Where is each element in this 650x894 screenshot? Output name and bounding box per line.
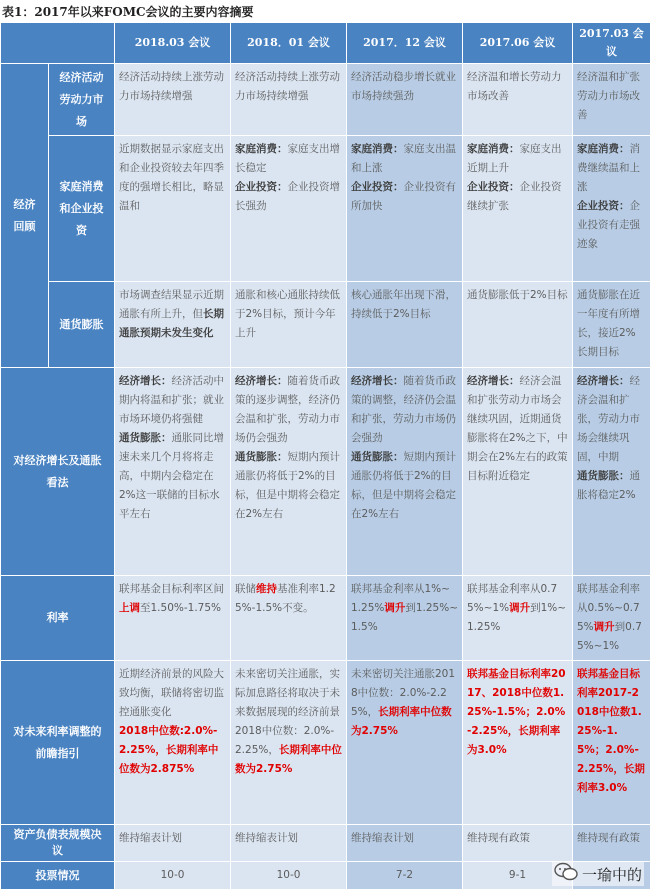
cell-text: 2018中位数：2.0%-2.25%，	[235, 725, 335, 756]
cell-keyword: 企业投资：	[235, 181, 288, 193]
cell-highlight: 调升	[384, 602, 406, 614]
sub-label-consumption: 家庭消费和企业投资	[49, 136, 115, 282]
cell-keyword: 家庭消费：	[467, 143, 520, 155]
cell: 维持现有政策	[463, 825, 573, 862]
cell-text: 消费继续温和上涨	[577, 143, 640, 193]
cell-text: 联邦基金利率从0.5%~0.75%	[577, 583, 640, 633]
cell-keyword: 通货膨胀：	[119, 432, 172, 444]
cell-highlight: 调升	[593, 621, 615, 633]
group-label-vote: 投票情况	[1, 862, 115, 890]
cell-text: 经济会温和扩张，劳动力市场会继续巩固，中期	[577, 375, 640, 463]
cell-highlight: 长期利率中位数为2.75%	[351, 706, 452, 737]
cell	[231, 576, 347, 661]
group-label-economy: 经济回顾	[1, 64, 49, 368]
cell-text: 通胀将稳定2%	[577, 470, 640, 501]
row-rate	[1, 576, 650, 661]
cell-text: 企业投资继续扩张	[467, 181, 562, 212]
cell-keyword: 家庭消费：	[351, 143, 404, 155]
cell-text: 到0.75%~1%	[577, 621, 642, 652]
header-row	[1, 23, 650, 64]
cell	[115, 661, 231, 825]
cell-keyword: 企业投资：	[577, 200, 630, 212]
cell-text: 未来密切关注通胀，实际加息路径将取决于未来数据展现的经济前景	[235, 668, 340, 718]
fomc-summary-table	[0, 22, 650, 890]
group-label-balance: 资产负债表规模决议	[1, 825, 115, 862]
cell-highlight: 维持	[256, 583, 277, 595]
cell: 维持缩表计划	[231, 825, 347, 862]
watermark-text: 一瑜中的	[581, 865, 642, 884]
cell	[115, 368, 231, 576]
cell	[347, 136, 463, 282]
cell-keyword: 通货膨胀：	[235, 451, 288, 463]
cell	[347, 661, 463, 825]
col-header-2017-03: 2017.03 会议	[573, 23, 650, 64]
cell: 经济活动持续上涨劳动力市场持续增强	[115, 64, 231, 136]
row-inflation	[1, 282, 650, 368]
cell-highlight: 2018中位数:2.0%-2.25%，长期利率中位数为2.875%	[119, 725, 219, 775]
cell-keyword: 家庭消费：	[235, 143, 288, 155]
cell-keyword: 经济增长：	[577, 375, 630, 387]
cell-keyword: 经济增长：	[119, 375, 172, 387]
cell	[231, 136, 347, 282]
cell: 7-2	[347, 862, 463, 890]
cell	[115, 282, 231, 368]
cell: 核心通胀年出现下滑，持续低于2%目标	[347, 282, 463, 368]
cell-text: 联邦基金利率从1%~1.25%	[351, 583, 450, 614]
cell: 经济温和扩张劳动力市场改善	[573, 64, 650, 136]
cell-text: 经济会温和扩张劳动力市场会继续巩固，近期通货膨胀将在2%之下，中期会在2%左右的政策目标附近稳定	[467, 375, 568, 482]
cell-keyword: 企业投资：	[467, 181, 520, 193]
cell-keyword: 长期通胀预期未发生变化	[119, 308, 224, 339]
col-header-2018-03: 2018.03 会议	[115, 23, 231, 64]
cell	[463, 368, 573, 576]
col-header-2017-12: 2017．12 会议	[347, 23, 463, 64]
cell	[231, 661, 347, 825]
cell: 经济温和增长劳动力市场改善	[463, 64, 573, 136]
cell	[573, 661, 650, 825]
cell-keyword: 经济增长：	[351, 375, 404, 387]
cell-text: 近期经济前景的风险大致均衡，联储将密切监控通胀变化	[119, 668, 224, 718]
cell-text: 通胀同比增速未来几个月将将走高，中期内会稳定在2%这一联储的目标水平左右	[119, 432, 224, 520]
cell: 维持缩表计划	[115, 825, 231, 862]
cell-text: 家庭支出增长稳定	[235, 143, 340, 174]
cell-text: 至1.50%-1.75%	[140, 602, 222, 614]
cell-keyword: 通货膨胀：	[351, 451, 404, 463]
cell	[573, 368, 650, 576]
cell: 通货膨胀在近一年度有所增长，接近2%长期目标	[573, 282, 650, 368]
cell	[463, 576, 573, 661]
cell-highlight: 长期利率中位数为2.75%	[235, 744, 342, 775]
cell-keyword: 通货膨胀：	[577, 470, 630, 482]
cell	[573, 576, 650, 661]
row-balance	[1, 825, 650, 862]
corner-cell	[1, 23, 115, 64]
cell-text: 企业投资有走强迹象	[577, 200, 640, 250]
cell-text: 未来密切关注通胀2018中位数：2.0%-2.25%，	[351, 668, 456, 718]
cell-highlight: 联邦基金目标利率2017-2018中位数1.25%-1.5%；2.0%-2.25%，长期利率3.0%	[577, 668, 645, 794]
cell	[115, 576, 231, 661]
row-outlook	[1, 368, 650, 576]
cell: 10-0	[115, 862, 231, 890]
row-consumption	[1, 136, 650, 282]
cell	[463, 136, 573, 282]
cell: 9-1	[463, 862, 573, 890]
cell: 通货膨胀低于2%目标	[463, 282, 573, 368]
cell-text: 联邦基金利率从0.75%~1%	[467, 583, 558, 614]
table-title: 表1：2017年以来FOMC会议的主要内容摘要	[2, 5, 254, 19]
cell-text: 市场调查结果显示近期通胀有所上升，但	[119, 289, 224, 320]
watermark	[552, 862, 644, 886]
cell-text: 家庭支出近期上升	[467, 143, 562, 174]
cell-highlight: 调升	[509, 602, 531, 614]
cell-text: 短期内预计通胀仍将低于2%的目标，但是中期将会稳定在2%左右	[235, 451, 340, 520]
cell-text: 家庭支出温和上涨	[351, 143, 456, 174]
cell-text: 基准利率1.25%-1.5%不变。	[235, 583, 336, 614]
group-label-outlook: 对经济增长及通胀看法	[1, 368, 115, 576]
cell	[347, 368, 463, 576]
col-header-2018-01: 2018．01 会议	[231, 23, 347, 64]
cell-keyword: 企业投资：	[351, 181, 404, 193]
cell	[463, 661, 573, 825]
cell	[231, 368, 347, 576]
cell-text: 随着货币政策的逐步调整，经济仍会温和扩张，劳动力市场仍会强劲	[235, 375, 340, 444]
wechat-icon	[554, 862, 578, 886]
row-labor	[1, 64, 650, 136]
cell	[573, 136, 650, 282]
cell-text: 到1.25%~1.5%	[351, 602, 459, 633]
cell-keyword: 经济增长：	[467, 375, 520, 387]
cell-text: 经济活动中期内将温和扩张；就业市场环境仍将强健	[119, 375, 224, 425]
sub-label-labor: 经济活动劳动力市场	[49, 64, 115, 136]
cell-keyword: 经济增长：	[235, 375, 288, 387]
cell: 维持现有政策	[573, 825, 650, 862]
cell-text: 联邦基金目标利率区间	[119, 583, 224, 595]
cell-text: 短期内预计通胀仍将低于2%的目标，但是中期将会稳定在2%左右	[351, 451, 456, 520]
cell	[347, 576, 463, 661]
cell: 通胀和核心通胀持续低于2%目标，预计今年上升	[231, 282, 347, 368]
cell: 经济活动稳步增长就业市场持续强劲	[347, 64, 463, 136]
cell: 经济活动持续上涨劳动力市场持续增强	[231, 64, 347, 136]
group-label-guidance: 对未来利率调整的前瞻指引	[1, 661, 115, 825]
sub-label-inflation: 通货膨胀	[49, 282, 115, 368]
cell-highlight: 联邦基金目标利率2017、2018中位数1.25%-1.5%；2.0%-2.25%，长期利率为3.0%	[467, 668, 566, 756]
cell-text: 随着货币政策的调整，经济仍会温和扩张，劳动力市场仍会强劲	[351, 375, 456, 444]
cell-keyword: 家庭消费：	[577, 143, 630, 155]
cell-text: 企业投资增长强劲	[235, 181, 340, 212]
group-label-rate: 利率	[1, 576, 115, 661]
cell-text: 到1%~1.25%	[467, 602, 567, 633]
cell-text: 联储	[235, 583, 256, 595]
row-guidance	[1, 661, 650, 825]
cell-highlight: 上调	[119, 602, 140, 614]
cell: 维持缩表计划	[347, 825, 463, 862]
cell: 10-0	[231, 862, 347, 890]
cell-text: 企业投资有所加快	[351, 181, 456, 212]
cell: 近期数据显示家庭支出和企业投资较去年四季度的强增长相比，略显温和	[115, 136, 231, 282]
col-header-2017-06: 2017.06 会议	[463, 23, 573, 64]
